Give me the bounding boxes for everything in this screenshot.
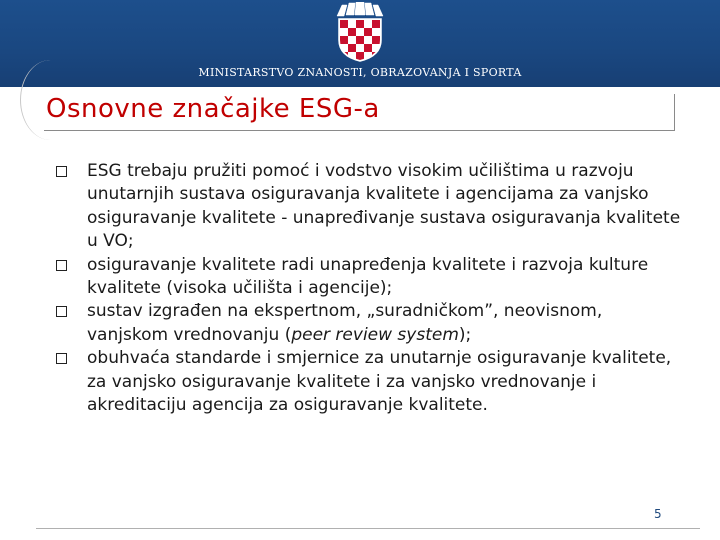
hollow-square-bullet-icon bbox=[56, 353, 67, 364]
bullet-item-1 bbox=[56, 160, 686, 254]
header-banner bbox=[0, 0, 720, 87]
crest-check bbox=[348, 44, 356, 52]
hollow-square-bullet-icon bbox=[56, 166, 67, 177]
crest-check bbox=[364, 44, 372, 52]
crest-check bbox=[372, 20, 380, 28]
bullet-text-before: sustav izgrađen na ekspertnom, „suradničkom”, neovisnom, vanjskom vrednovanju ( bbox=[87, 301, 603, 345]
croatian-coat-of-arms-icon bbox=[334, 2, 386, 62]
crest-check bbox=[356, 20, 364, 28]
bullet-text: ESG trebaju pružiti pomoć i vodstvo visokim učilištima u razvoju unutarnjih sustava osiguravanja kvalitete i agencijama za vanjsko osiguravanje kvalitete - unapređivanje sustava osiguravanja kvalitete u VO; bbox=[87, 161, 681, 252]
bullet-item-2 bbox=[56, 254, 686, 301]
crest-check bbox=[364, 28, 372, 36]
crest-check bbox=[348, 28, 356, 36]
bullet-item-3 bbox=[56, 300, 686, 347]
title-underline bbox=[44, 130, 674, 131]
bullet-text-italic: peer review system bbox=[291, 324, 459, 345]
hollow-square-bullet-icon bbox=[56, 260, 67, 271]
slide-title: Osnovne značajke ESG-a bbox=[46, 94, 380, 124]
crest-check bbox=[372, 36, 380, 44]
page-number: 5 bbox=[654, 507, 662, 521]
crest-check bbox=[356, 52, 364, 60]
crest-check bbox=[340, 36, 348, 44]
bullet-list bbox=[56, 160, 686, 417]
title-rule-tick bbox=[674, 94, 675, 131]
crest-check bbox=[340, 20, 348, 28]
bullet-text: osiguravanje kvalitete radi unapređenja kvalitete i razvoja kulture kvalitete (visoka učilišta i agencije); bbox=[87, 254, 649, 299]
ministry-name: MINISTARSTVO ZNANOSTI, OBRAZOVANJA I SPORTA bbox=[198, 66, 522, 79]
crest-check bbox=[356, 36, 364, 44]
bullet-item-4 bbox=[56, 347, 686, 417]
footer-rule bbox=[36, 528, 700, 529]
bullet-text-after: ); bbox=[458, 324, 472, 345]
bullet-text: obuhvaća standarde i smjernice za unutarnje osiguravanje kvalitete, za vanjsko osiguravanje kvalitete i za vanjsko vrednovanje i akreditaciju agencija za osiguravanje kvalitete. bbox=[87, 348, 672, 416]
hollow-square-bullet-icon bbox=[56, 306, 67, 317]
